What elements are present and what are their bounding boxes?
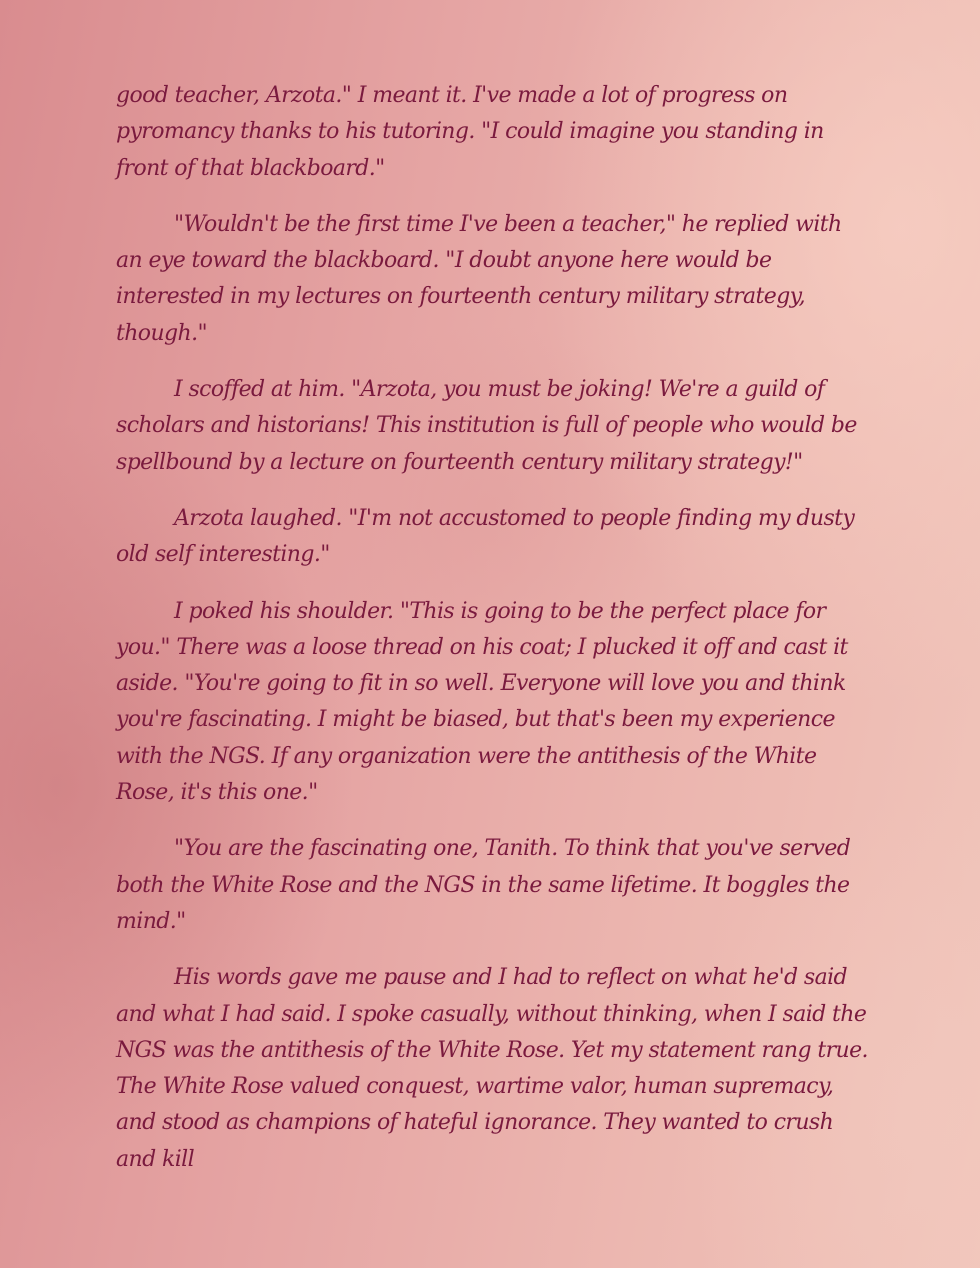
paragraph-2: "Wouldn't be the first time I've been a teacher," he replied with an eye toward the blackboard. "I doubt anyone here would be interested in my lectures on fourteenth century military strategy, though." bbox=[116, 211, 842, 346]
paragraph-1: good teacher, Arzota." I meant it. I've made a lot of progress on pyromancy thanks to his tutoring. "I could imagine you standing in front of that blackboard." bbox=[116, 83, 824, 181]
book-page-text bbox=[116, 78, 868, 1198]
paragraph-7: His words gave me pause and I had to reflect on what he'd said and what I had said. I spoke casually, without thinking, when I said the NGS was the antithesis of the White Rose. Yet my statement rang true. The White Rose valued conquest, wartime valor, human supremacy, and stood as champions of hateful ignorance. They wanted to crush and kill bbox=[116, 965, 868, 1172]
paragraph-3: I scoffed at him. "Arzota, you must be joking! We're a guild of scholars and historians! This institution is full of people who would be spellbound by a lecture on fourteenth century military strategy!" bbox=[116, 377, 857, 475]
paragraph-4: Arzota laughed. "I'm not accustomed to people finding my dusty old self interesting." bbox=[116, 505, 855, 568]
paragraph-5: I poked his shoulder. "This is going to be the perfect place for you." There was a loose thread on his coat; I plucked it off and cast it aside. "You're going to fit in so well. Everyone will love you and think you're fascinating. I might be biased, but that's been my experience with the NGS. If any organization were the antithesis of the White Rose, it's this one." bbox=[116, 598, 848, 806]
paragraph-6: "You are the fascinating one, Tanith. To think that you've served both the White Rose and the NGS in the same lifetime. It boggles the mind." bbox=[116, 836, 851, 934]
